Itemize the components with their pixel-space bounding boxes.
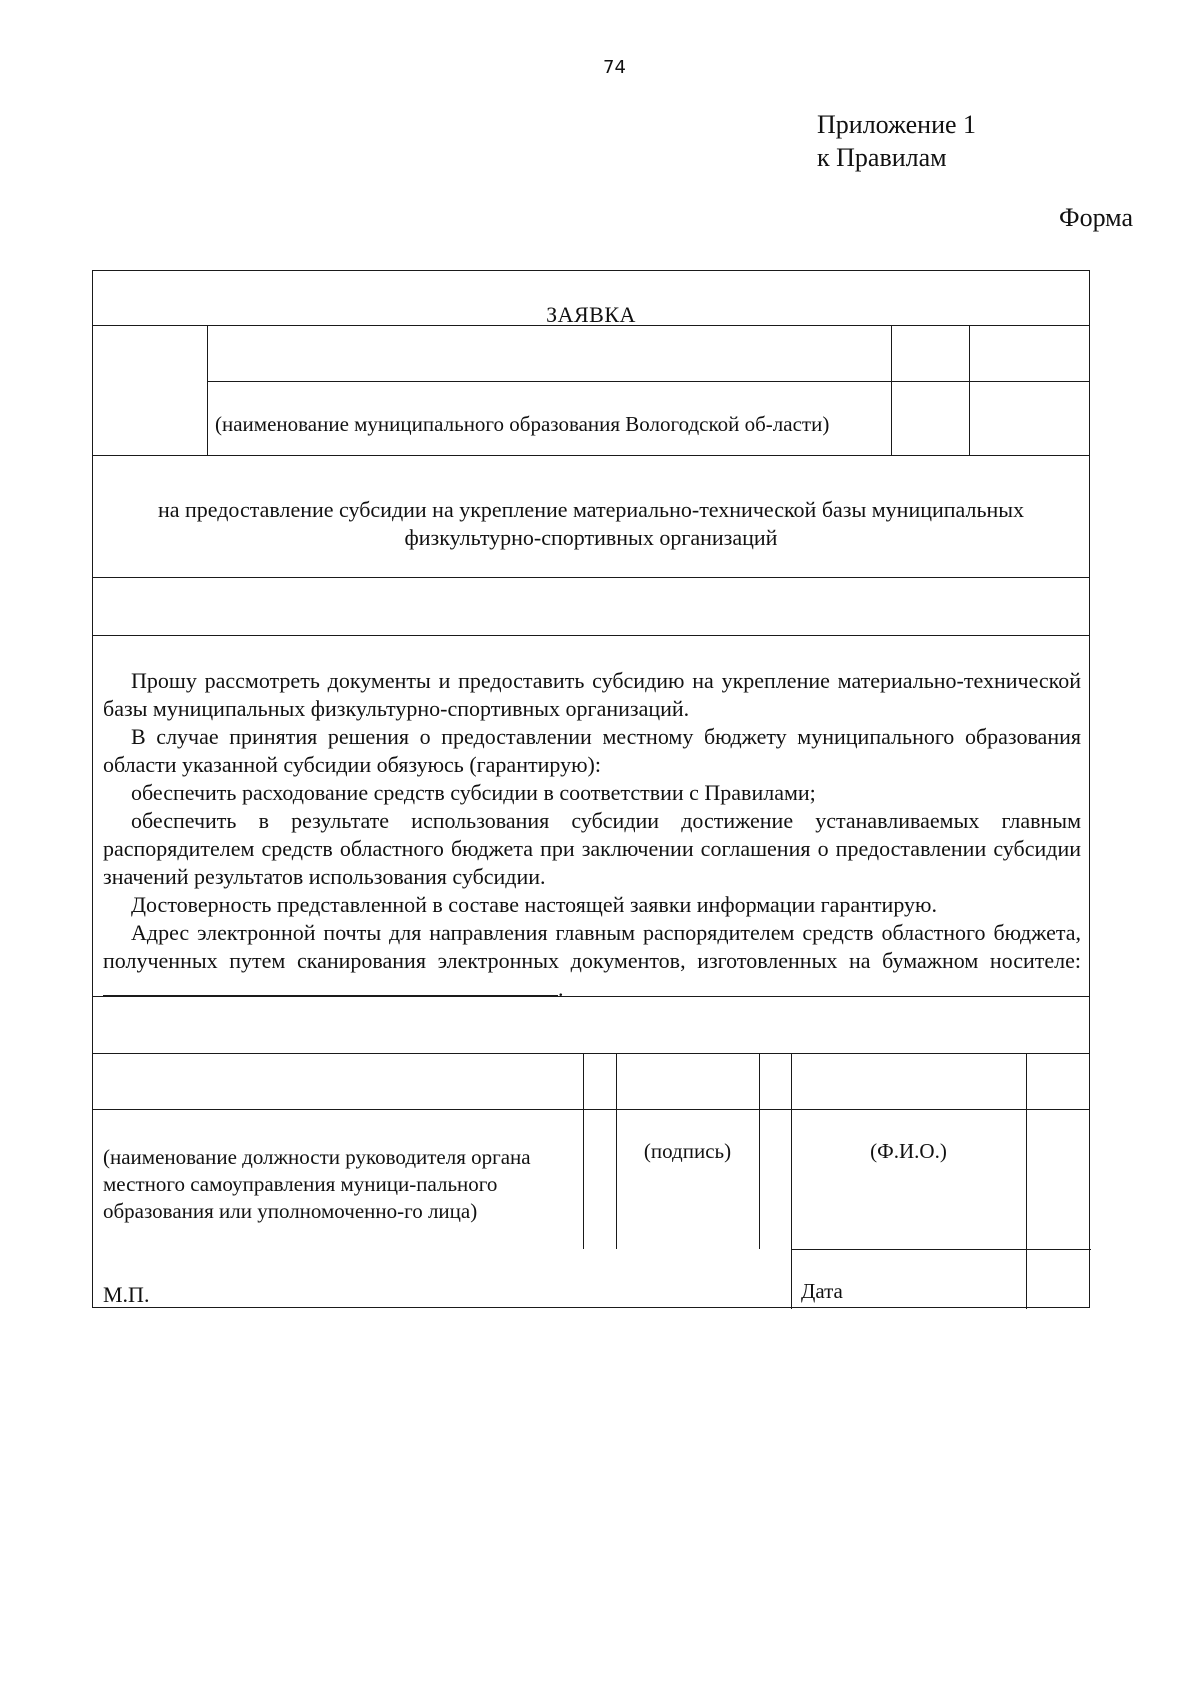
divider — [791, 1053, 792, 1309]
stamp-label: М.П. — [103, 1282, 150, 1307]
paragraph: В случае принятия решения о предоставлении местному бюджету муниципального образования области указанной субсидии обязуюсь (гарантирую): — [103, 724, 1081, 777]
subject-text: на предоставление субсидии на укрепление материально-технической базы муниципальных физкультурно-спортивных организаций — [157, 497, 1025, 550]
appendix-line-1: Приложение 1 — [817, 110, 977, 139]
divider — [759, 1053, 760, 1249]
divider — [93, 635, 1089, 636]
divider — [969, 325, 970, 455]
divider — [93, 325, 1089, 326]
divider — [93, 1053, 1089, 1054]
paragraph: Достоверность представленной в составе настоящей заявки информации гарантирую. — [131, 892, 937, 917]
signature-hint: (подпись) — [643, 1139, 732, 1163]
application-form — [92, 270, 1090, 1308]
form-title: ЗАЯВКА — [546, 302, 636, 327]
paragraph: обеспечить расходование средств субсидии в соответствии с Правилами; — [131, 780, 816, 805]
fio-hint: (Ф.И.О.) — [870, 1139, 947, 1163]
municipality-hint: (наименование муниципального образования Вологодской об-ласти) — [215, 412, 830, 436]
appendix-heading — [817, 108, 976, 174]
divider — [1026, 1053, 1027, 1309]
municipality-field[interactable] — [207, 381, 1089, 382]
page-number: 74 — [603, 57, 626, 78]
paragraph: обеспечить в результате использования субсидии достижение устанавливаемых главным распорядителем средств областного бюджета при заключении соглашения о предоставлении субсидии значений результатов использования субсидии. — [103, 808, 1081, 889]
form-label: Форма — [1059, 203, 1133, 232]
date-label: Дата — [801, 1279, 843, 1303]
application-body — [103, 667, 1081, 1003]
position-hint: (наименование должности руководителя органа местного самоуправления муници-пального образования или уполномоченно-го лица) — [103, 1145, 531, 1223]
email-end: . — [558, 976, 564, 1001]
email-text: Адрес электронной почты для направления главным распорядителем средств областного бюджета, полученных путем сканирования электронных документов, изготовленных на бумажном носителе: — [103, 920, 1081, 973]
appendix-line-2: к Правилам — [817, 143, 947, 172]
divider — [207, 325, 208, 455]
divider — [93, 455, 1089, 456]
divider — [891, 325, 892, 455]
divider — [93, 577, 1089, 578]
email-paragraph — [103, 919, 1081, 1003]
paragraph: Прошу рассмотреть документы и предоставить субсидию на укрепление материально-технической базы муниципальных физкультурно-спортивных организаций. — [103, 668, 1081, 721]
divider — [791, 1249, 1091, 1250]
divider — [93, 996, 1089, 997]
email-input[interactable] — [103, 977, 558, 996]
signature-line — [93, 1109, 1089, 1110]
divider — [583, 1053, 584, 1249]
